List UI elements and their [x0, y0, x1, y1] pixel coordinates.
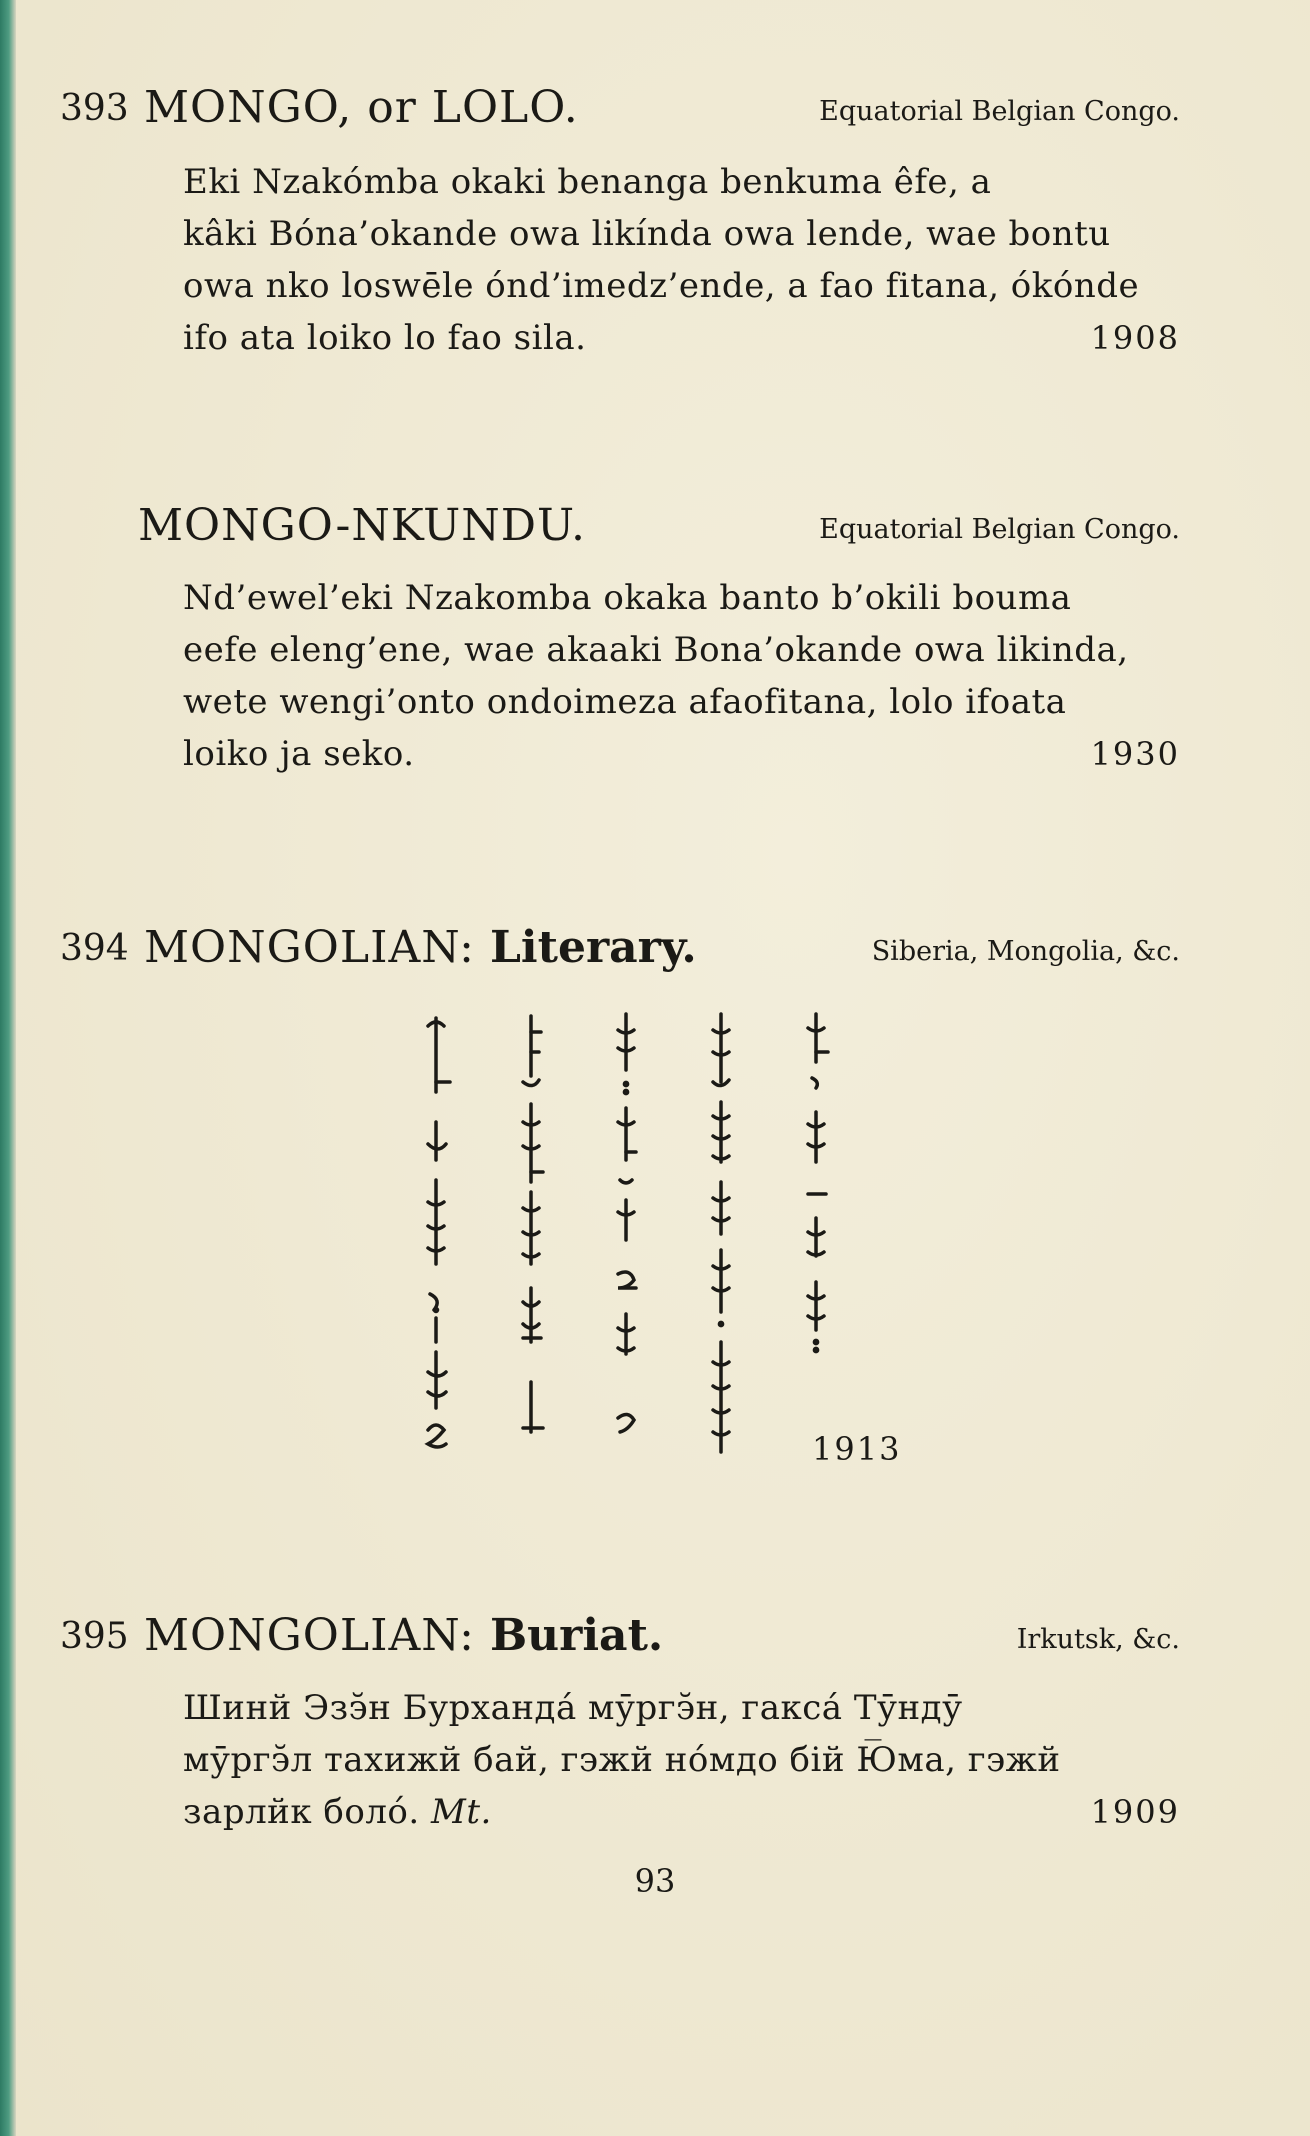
region: Siberia, Mongolia, &c. — [871, 936, 1180, 967]
language-name — [144, 1610, 663, 1661]
year: 1930 — [1090, 735, 1180, 773]
entry-header — [60, 82, 1180, 146]
mongolian-script-column — [511, 1012, 551, 1472]
language-name: MONGO, or LOLO. — [144, 82, 579, 133]
text-line: ifo ata loiko lo fao sila. — [183, 318, 587, 358]
entry-number: 394 — [60, 928, 129, 969]
language-name: MONGO-NKUNDU. — [138, 500, 587, 551]
language-family: MONGOLIAN: — [144, 922, 475, 973]
mongolian-script-glyphs — [416, 1012, 456, 1472]
text-line: wete wengi’onto ondoimeza afaofitana, lolo ifoata — [183, 682, 1067, 722]
text-line: owa nko loswēle ónd’imedz’ende, a fao fitana, ókónde — [183, 266, 1140, 306]
mongolian-script-block — [416, 1012, 936, 1482]
mongolian-script-column — [606, 1012, 646, 1472]
year: 1909 — [1090, 1793, 1180, 1831]
entry-mongo-nkundu — [60, 500, 1180, 780]
text-line: eefe eleng’ene, wae akaaki Bona’okande owa likinda, — [183, 630, 1129, 670]
entry-393 — [60, 82, 1180, 364]
text-line — [183, 1786, 1180, 1838]
entry-394 — [60, 922, 1180, 986]
mongolian-script-glyphs — [796, 1012, 836, 1472]
language-variety: Literary. — [489, 922, 697, 973]
entry-text — [183, 156, 1180, 364]
entry-number: 395 — [60, 1616, 129, 1657]
text-line-content: зарлйк боло́. — [183, 1792, 420, 1832]
text-line: мӯргэ̆л тахижй бай, гэжй нóмдо бій Ю̅ма, гэжй — [183, 1740, 1061, 1780]
year: 1913 — [812, 1430, 902, 1468]
mongolian-script-column — [701, 1012, 741, 1472]
text-line: kâki Bóna’okande owa likínda owa lende, wae bontu — [183, 214, 1111, 254]
text-line: Eki Nzakómba okaki benanga benkuma êfe, a — [183, 162, 992, 202]
entry-header — [60, 1610, 1180, 1674]
language-variety: Buriat. — [489, 1610, 664, 1661]
page-number: 93 — [634, 1862, 676, 1900]
text-line: Шинй Эзэ̆н Бурхандá мӯргэ̆н, гаксá Тӯндӯ — [183, 1688, 963, 1728]
mongolian-script-glyphs — [606, 1012, 646, 1472]
mongolian-script-glyphs — [701, 1012, 741, 1472]
page — [16, 0, 1310, 2136]
entry-395 — [60, 1610, 1180, 1838]
mongolian-script-column — [796, 1012, 836, 1472]
book-spine-edge — [0, 0, 16, 2136]
mongolian-script-glyphs — [511, 1012, 551, 1472]
region: Irkutsk, &c. — [1016, 1624, 1180, 1655]
region: Equatorial Belgian Congo. — [819, 514, 1180, 545]
text-line: Nd’ewel’eki Nzakomba okaka banto b’okili bouma — [183, 578, 1072, 618]
year: 1908 — [1090, 319, 1180, 357]
entry-text — [183, 572, 1180, 780]
entry-text — [183, 1682, 1180, 1838]
mongolian-script-column — [416, 1012, 456, 1472]
language-name — [144, 922, 697, 973]
language-family: MONGOLIAN: — [144, 1610, 475, 1661]
scripture-reference: Mt. — [431, 1792, 492, 1832]
entry-number: 393 — [60, 88, 129, 129]
entry-header — [60, 922, 1180, 986]
region: Equatorial Belgian Congo. — [819, 96, 1180, 127]
text-line: loiko ja seko. — [183, 734, 415, 774]
entry-header — [60, 500, 1180, 564]
